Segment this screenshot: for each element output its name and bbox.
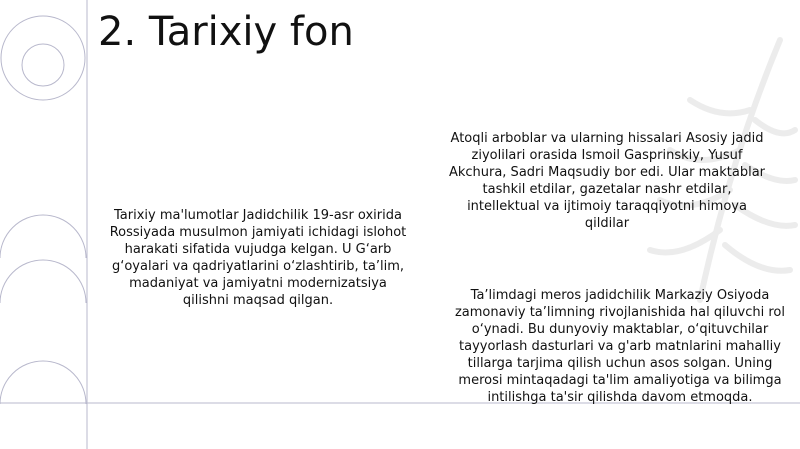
historical-background-text: Tarixiy ma'lumotlar Jadidchilik 19-asr oxirida Rossiyada musulmon jamiyati ichidagi islohot harakati sifatida vujudga kelgan. U G‘arb g‘oyalari va qadriyatlarini o‘zlashtirib, ta’lim, madaniyat va jamiyatni modernizatsiya qilishni maqsad qilgan. [109,208,407,308]
middle-arch-inner [0,260,86,303]
top-small-circle [22,44,64,86]
education-legacy-text: Ta’limdagi meros jadidchilik Markaziy Osiyoda zamonaviy ta’limning rivojlanishida hal qiluvchi rol o‘ynadi. Bu dunyoviy maktablar, o‘qituvchilar tayyorlash dasturlari va g'arb matnlarini mahalliy tillarga tarjima qilish uchun asos solgan. Uning merosi mintaqadagi ta'lim amaliyotiga va bilimga intilishga ta'sir qilishda davom etmoqda. [454,288,786,405]
slide-title: 2. Tarixiy fon [98,9,354,55]
middle-arch-outer [0,215,86,258]
bottom-arch [0,361,86,404]
notable-figures-text: Atoqli arboblar va ularning hissalari Asosiy jadid ziyolilari orasida Ismoil Gasprinskiy, Yusuf Akchura, Sadri Maqsudiy bor edi. Ular maktablar tashkil etdilar, gazetalar nashr etdilar, intellektual va ijtimoiy taraqqiyotni himoya qildilar [448,131,766,231]
top-large-circle [1,16,85,100]
